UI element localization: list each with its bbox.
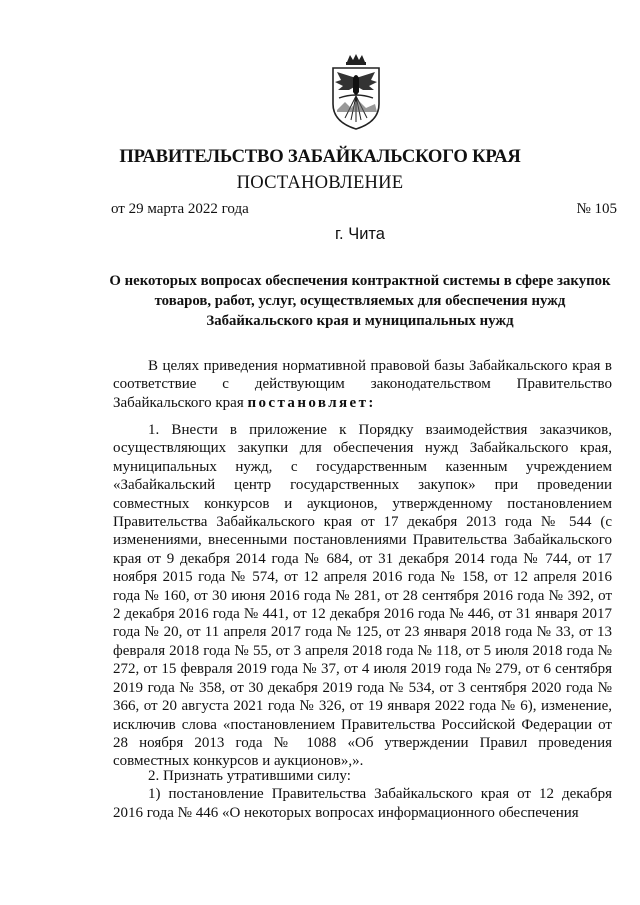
item-2-subitem-1: 1) постановление Правительства Забайкальского края от 12 декабря 2016 года № 446 «О некоторых вопросах информационного обеспечения [113,786,612,821]
city: г. Чита [335,225,385,243]
government-title: ПРАВИТЕЛЬСТВО ЗАБАЙКАЛЬСКОГО КРАЯ [119,146,521,167]
item-1-text: 1. Внести в приложение к Порядку взаимодействия заказчиков, осуществляющих закупки для обеспечения нужд Забайкальского края, муниципальных нужд, с государственным казенным учреждением «Забайкальский центр государственных закупок» при проведении совместных конкурсов и аукционов, утвержденному постановлением Правительства Забайкальского края от 17 декабря 2013 года № 544 (с изменениями, внесенными постановлениями Правительства Забайкальского края от 9 декабря 2014 года № 684, от 31 декабря 2014 года № 744, от 17 ноября 2015 года № 574, от 12 апреля 2016 года № 158, от 12 апреля 2016 года № 160, от 30 июня 2016 года № 281, от 28 сентября 2016 года № 392, от 2 декабря 2016 года № 441, от 12 декабря 2016 года № 446, от 31 января 2017 года № 20, от 11 апреля 2017 года № 125, от 23 января 2018 года № 33, от 13 февраля 2018 года № 55, от 3 апреля 2018 года № 118, от 5 июля 2018 года № 272, от 15 февраля 2019 года № 37, от 4 июля 2019 года № 279, от 6 сентября 2019 года № 358, от 30 декабря 2019 года № 534, от 3 сентября 2020 года № 366, от 20 августа 2021 года № 326, от 19 января 2022 года № 6), изменение, исключив слова «постановлением Правительства Российской Федерации от 28 ноября 2013 года № 1088 «Об утверждении Правил проведения совместных конкурсов и аукционов»,». [113,422,612,770]
document-type: ПОСТАНОВЛЕНИЕ [236,172,404,193]
item-2 [113,767,612,822]
document-subject: О некоторых вопросах обеспечения контрактной системы в сфере закупок товаров, работ, услуг, осуществляемых для обеспечения нужд Забайкальского края и муниципальных нужд [109,273,611,329]
item-1 [113,421,612,771]
resolves-keyword: постановляет: [247,394,376,411]
coat-of-arms-icon [325,52,387,132]
date-line [111,201,617,218]
item-2-text: 2. Признать утратившими силу: [148,768,351,784]
preamble-text: В целях приведения нормативной правовой базы Забайкальского края в соответствие с действующим законодательством Правительство Забайкальского края [113,358,612,411]
preamble [113,357,612,412]
preamble-paragraph [113,357,612,412]
document-date: от 29 марта 2022 года [111,201,249,217]
document-number: № 105 [576,201,617,217]
